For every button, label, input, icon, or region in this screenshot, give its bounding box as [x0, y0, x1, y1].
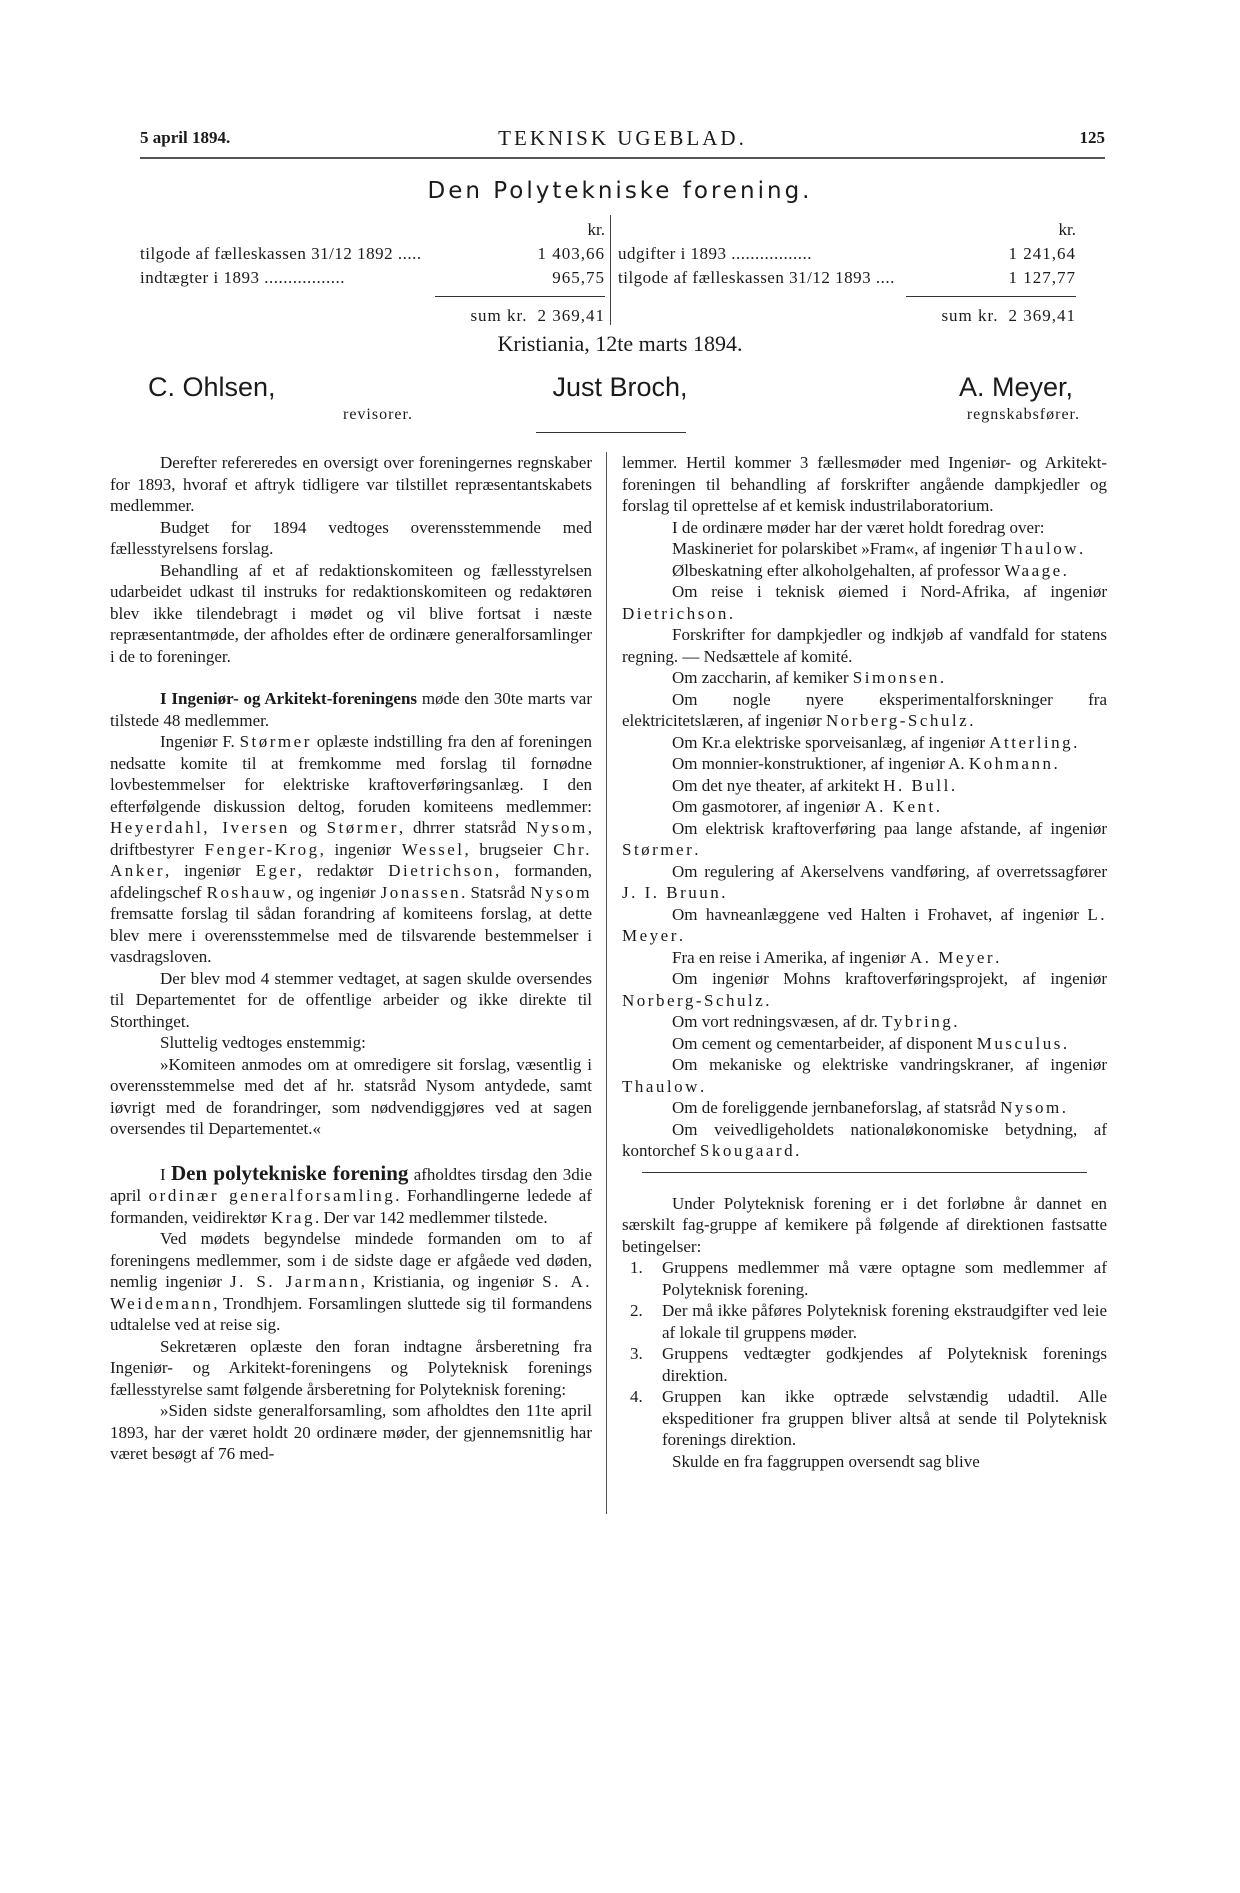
condition-number: 1. [630, 1258, 643, 1277]
signature-right: A. Meyer, [958, 372, 1073, 402]
lecture-topic: Om cement og cementarbeider, af disponent [672, 1033, 977, 1053]
text-run: , Kristiania, og ingeniør [360, 1272, 543, 1291]
paragraph [110, 1160, 592, 1229]
text-run: . [939, 668, 945, 687]
account-row [618, 266, 1076, 290]
place-date: Kristiania, 12te marts 1894. [497, 331, 743, 356]
right-column [622, 452, 1107, 1472]
text-run: , driftbestyrer [110, 818, 592, 859]
lecturer-name: A. Meyer [909, 947, 996, 967]
lecture-item [622, 753, 1107, 775]
society-name: I Ingeniør- og Arkitekt-foreningens [160, 689, 418, 708]
paragraph [110, 731, 592, 968]
lecture-item [622, 560, 1107, 582]
condition-text: Der må ikke påføres Polyteknisk forening ekstraudgifter ved leie af lokale til gruppens møder. [662, 1301, 1107, 1342]
account-label: udgifter i 1893 ................. [618, 244, 813, 263]
person-name: Jonassen [380, 882, 462, 902]
lecture-item [622, 1097, 1107, 1119]
header-rule [140, 157, 1105, 159]
lecture-topic: Om de foreliggende jernbaneforslag, af statsråd [672, 1098, 1001, 1117]
lecture-item [622, 796, 1107, 818]
paragraph: Under Polyteknisk forening er i det forløbne år dannet en særskilt fag-gruppe af kemikere på følgende af direktionen fastsatte betingelser: [622, 1193, 1107, 1256]
lecture-list [622, 538, 1107, 1162]
person-name: Størmer [326, 818, 399, 837]
account-label: tilgode af fælleskassen 31/12 1892 ..... [140, 244, 422, 263]
text-run: Ingeniør F. [160, 732, 240, 751]
text-run: , ingeniør [319, 839, 402, 859]
condition-number: 4. [630, 1387, 643, 1406]
lecture-item [622, 861, 1107, 904]
conditions-list [622, 1257, 1107, 1451]
account-label: indtægter i 1893 ................. [140, 268, 345, 287]
emphasis: ordinær generalforsamling [148, 1186, 396, 1205]
lecture-topic: Om gasmotorer, af ingeniør [672, 797, 865, 816]
lecture-item [622, 1033, 1107, 1055]
text-run: . [728, 603, 734, 623]
lecture-item [622, 689, 1107, 732]
text-run: , redaktør [297, 861, 389, 880]
page-number: 125 [1079, 128, 1105, 147]
person-name: Roshauw [206, 882, 288, 902]
text-run: , ingeniør [164, 861, 256, 880]
page-header [140, 128, 1105, 154]
condition-item [622, 1343, 1107, 1386]
signature-left: C. Ohlsen, [148, 372, 276, 402]
lecturer-name: Thaulow [622, 1076, 700, 1096]
lecture-topic: Ølbeskatning efter alkoholgehalten, af professor [672, 560, 1005, 580]
accounts-income [140, 218, 605, 325]
lecturer-name: H. Bull [883, 775, 951, 795]
text-run: , og ingeniør [287, 882, 381, 902]
lecturer-name: L. Meyer [622, 904, 1107, 945]
lecture-item [622, 947, 1107, 969]
paragraph: Derefter refereredes en oversigt over foreningernes regnskaber for 1893, hvoraf et aftryk tidligere var tilstillet repræsentantskabets medlemmer. [110, 453, 592, 515]
paragraph [110, 688, 592, 731]
lecture-topic: Om havneanlæggene ved Halten i Frohavet, af ingeniør [672, 904, 1088, 924]
lecture-topic: Fra en reise i Amerika, af ingeniør [672, 947, 910, 967]
lecturer-name: Kohmann [968, 754, 1054, 773]
section-title: Den Polytekniske forening. [427, 178, 813, 204]
lecture-item [622, 818, 1107, 861]
person-name: Nysom [526, 818, 588, 837]
lecture-topic: Om mekaniske og elektriske vandringskraner, af ingeniør [672, 1055, 1107, 1074]
text-run: . [1061, 1098, 1066, 1117]
paragraph: Der blev mod 4 stemmer vedtaget, at sagen skulde oversendes til Departementet for de offentlige arbeider og ikke direkte til Storthinget. [110, 968, 592, 1031]
lecture-topic: Om det nye theater, af arkitekt [672, 775, 884, 795]
condition-text: Gruppens vedtægter godkjendes af Polyteknisk forenings direktion. [662, 1344, 1107, 1385]
condition-item [622, 1257, 1107, 1300]
person-name: Wessel [401, 839, 465, 859]
account-sum [470, 304, 605, 328]
paragraph: Sekretæren oplæste den foran indtagne årsberetning fra Ingeniør- og Arkitekt-foreningens og Polyteknisk forenings fællesstyrelse samt følgende årsberetning for Polyteknisk forening: [110, 1336, 592, 1399]
lecture-topic: Om regulering af Akerselvens vandføring, af overretssagfører [672, 861, 1107, 881]
person-name: Krag [270, 1207, 315, 1227]
lecture-topic: Om vort redningsvæsen, af dr. [672, 1012, 883, 1031]
currency-label: kr. [1058, 220, 1076, 239]
sum-amount: 2 369,41 [537, 306, 605, 325]
person-name: S. A. Weidemann [110, 1272, 592, 1313]
text-run: fremsatte forslag til sådan forandring af komiteens forslag, at dette blev mere i overensstemmelse med de tilsvarende bestemmelser i vasdragsloven. [110, 904, 592, 966]
lecture-topic: Om reise i teknisk øiemed i Nord-Afrika, af ingeniør [672, 582, 1107, 601]
text-run: . Forhandlingerne ledede af formanden, veidirektør [110, 1186, 592, 1227]
journal-title: TEKNISK UGEBLAD. [498, 126, 747, 150]
sum-label: sum kr. [941, 306, 999, 325]
person-name: Eger [255, 861, 298, 880]
paragraph: Behandling af et af redaktionskomiteen og fællesstyrelsen udarbeidet udkast til instruks for redaktionskomiteen og redaktøren blev ikke tilendebragt i mødet og vil blive fortsat i næste repræsentantmøde, der afholdes efter de ordinære generalforsamlinger i de to foreninger. [110, 560, 592, 666]
account-row [140, 266, 605, 290]
account-label: tilgode af fælleskassen 31/12 1893 .... [618, 268, 895, 287]
person-name: Nysom [530, 882, 592, 902]
lecturer-name: A. Kent [864, 797, 936, 816]
text-run: afholdtes tirsdag den 3die april [110, 1164, 592, 1205]
text-run: . [765, 990, 770, 1010]
text-run: , formanden, afdelingschef [110, 861, 593, 902]
text-run: . [699, 1076, 705, 1096]
text-run: Ved mødets begyndelse mindede formanden om to af foreningens medlemmer, som i de sidste dage er afgåede ved døden, nemlig ingeniør [110, 1229, 592, 1291]
text-run: . [953, 1012, 958, 1031]
text-run: . [721, 883, 726, 902]
person-name: J. S. Jarmann [229, 1272, 361, 1291]
text-run: og [289, 818, 327, 837]
sum-rule [435, 296, 605, 297]
text-run: . [1073, 732, 1078, 752]
text-run: . Der var 142 medlemmer tilstede. [314, 1207, 548, 1227]
left-column [110, 452, 592, 1465]
lecture-topic: Forskrifter for dampkjedler og indkjøb af vandfald for statens regning. — Nedsættele af komité. [622, 625, 1107, 666]
issue-date: 5 april 1894. [140, 128, 231, 147]
text-run: . [969, 711, 974, 730]
column-rule [606, 452, 607, 1514]
lecture-topic: Om monnier-konstruktioner, af ingeniør A. [672, 754, 969, 773]
lecture-item [622, 1011, 1107, 1033]
text-run: . [935, 797, 940, 816]
account-amount: 1 127,77 [1008, 268, 1076, 287]
lecturer-name: Atterling [989, 732, 1074, 752]
person-name: Størmer [239, 732, 312, 751]
text-run: . Statsråd [461, 882, 531, 902]
lecture-topic: Om nogle nyere eksperimentalforskninger fra elektricitetslæren, af ingeniør [622, 689, 1107, 730]
lecture-item [622, 1054, 1107, 1097]
lecture-item [622, 732, 1107, 754]
signature-role-accountant: regnskabsfører. [966, 406, 1080, 423]
paragraph: Budget for 1894 vedtoges overensstemmende med fællesstyrelsens forslag. [110, 517, 592, 558]
account-row [618, 242, 1076, 266]
person-name: Dietrichson [388, 861, 496, 880]
paragraph: Sluttelig vedtoges enstemmig: [160, 1033, 366, 1052]
lecture-topic: Om zaccharin, af kemiker [672, 668, 853, 687]
sum-amount: 2 369,41 [1008, 306, 1076, 325]
section-rule [536, 432, 686, 433]
lecturer-name: Thaulow [1001, 539, 1079, 558]
lecture-item [622, 624, 1107, 667]
lecture-item [622, 968, 1107, 1011]
signature-center: Just Broch, [552, 372, 688, 402]
condition-number: 2. [630, 1301, 643, 1320]
text-run: I [160, 1164, 171, 1184]
accounts-divider [610, 215, 611, 325]
lecture-item [622, 1119, 1107, 1162]
account-amount: 1 241,64 [1008, 244, 1076, 263]
person-name: Chr. Anker [110, 839, 592, 880]
lecturer-name: Tybring [882, 1012, 954, 1031]
text-run: . [795, 1141, 800, 1160]
lecture-topic: Om Kr.a elektriske sporveisanlæg, af ingeniør [672, 732, 990, 752]
lecturer-name: Waage [1004, 560, 1063, 580]
lecture-topic: Om ingeniør Mohns kraftoverføringsprojekt, af ingeniør [672, 969, 1107, 988]
text-run: . [678, 926, 684, 945]
paragraph: »Siden sidste generalforsamling, som afholdtes den 11te april 1893, har der været holdt 20 ordinære møder, der gjennemsnitlig har været besøgt af 76 med- [110, 1401, 592, 1463]
condition-number: 3. [630, 1344, 643, 1363]
sum-label: sum kr. [470, 306, 528, 325]
lecture-topic: Maskineriet for polarskibet »Fram«, af ingeniør [672, 539, 1002, 558]
text-run: . [950, 775, 956, 795]
lecture-item [622, 538, 1107, 560]
accounts-expenses [618, 218, 1076, 325]
lecturer-name: Musculus [976, 1033, 1063, 1053]
account-amount: 1 403,66 [537, 244, 605, 263]
lecture-item [622, 904, 1107, 947]
paragraph: Skulde en fra faggruppen oversendt sag blive [672, 1451, 980, 1471]
text-run: . [995, 947, 1000, 967]
paragraph [110, 1228, 592, 1336]
text-run: . [1079, 539, 1084, 558]
currency-label: kr. [587, 220, 605, 239]
condition-text: Gruppens medlemmer må være optagne som medlemmer af Polyteknisk forening. [662, 1258, 1107, 1299]
text-run: oplæste indstilling fra den af foreningen nedsatte komite til at fremkomme med forslag til fornødne lovbestemmelser for elektriske kraftoverføringsanlæg. I den efterfølgende diskussion deltog, foruden komiteens medlemmer: [110, 732, 592, 816]
lecturer-name: Nysom [1000, 1098, 1062, 1117]
text-run: . [1062, 560, 1067, 580]
person-name: Heyerdahl, Iversen [110, 818, 290, 837]
account-sum [941, 304, 1076, 328]
signature-role-auditors: revisorer. [343, 406, 413, 423]
society-name: Den polytekniske forening [170, 1160, 409, 1185]
section-rule [642, 1172, 1087, 1173]
text-run: . [1062, 1033, 1068, 1053]
lecturer-name: Simonsen [852, 668, 940, 687]
lecturer-name: J. I. Bruun [622, 883, 722, 902]
lecturer-name: Størmer [622, 840, 695, 859]
lecture-item [622, 667, 1107, 689]
lecture-topic: Om elektrisk kraftoverføring paa lange afstande, af ingeniør [672, 818, 1107, 838]
person-name: Fenger-Krog [204, 839, 320, 859]
condition-item [622, 1300, 1107, 1343]
text-run: . [694, 840, 699, 859]
lecture-item [622, 581, 1107, 624]
account-row [140, 242, 605, 266]
condition-item [622, 1386, 1107, 1451]
lecturer-name: Norberg-Schulz [622, 990, 766, 1010]
account-amount: 965,75 [552, 268, 605, 287]
paragraph: »Komiteen anmodes om at omredigere sit forslag, væsentlig i overensstemmelse med det af hr. statsråd Nysom antydede, samt iøvrigt med de forandringer, som nødvendiggjøres ved at sagen oversendes til Departementet.« [110, 1054, 592, 1138]
paragraph: lemmer. Hertil kommer 3 fællesmøder med Ingeniør- og Arkitekt-foreningen til behandling af forskrifter angående dampkjedler og forslag til oprettelse af et kemisk industrilaboratorium. [622, 453, 1107, 515]
text-run: , brugseier [464, 839, 554, 859]
lecture-item [622, 775, 1107, 797]
lecture-topic: Om veivedligeholdets nationaløkonomiske betydning, af kontorchef [622, 1119, 1107, 1160]
sum-rule [906, 296, 1076, 297]
condition-text: Gruppen kan ikke optræde selvstændig udadtil. Alle ekspeditioner fra gruppen bliver altså at sende til Polyteknisk forenings direktion. [662, 1387, 1107, 1449]
lecturer-name: Norberg-Schulz [825, 711, 970, 730]
text-run: . [1053, 754, 1058, 773]
lecturer-name: Dietrichson [622, 603, 729, 623]
text-run: , Trondhjem. Forsamlingen sluttede sig til formandens udtalelse ved at reise sig. [110, 1293, 592, 1334]
lecturer-name: Skougaard [699, 1141, 796, 1160]
text-run: , dhrrer statsråd [398, 818, 527, 837]
paragraph: I de ordinære møder har der været holdt foredrag over: [672, 517, 1045, 537]
text-run: møde den 30te marts var tilstede 48 medlemmer. [110, 689, 592, 730]
